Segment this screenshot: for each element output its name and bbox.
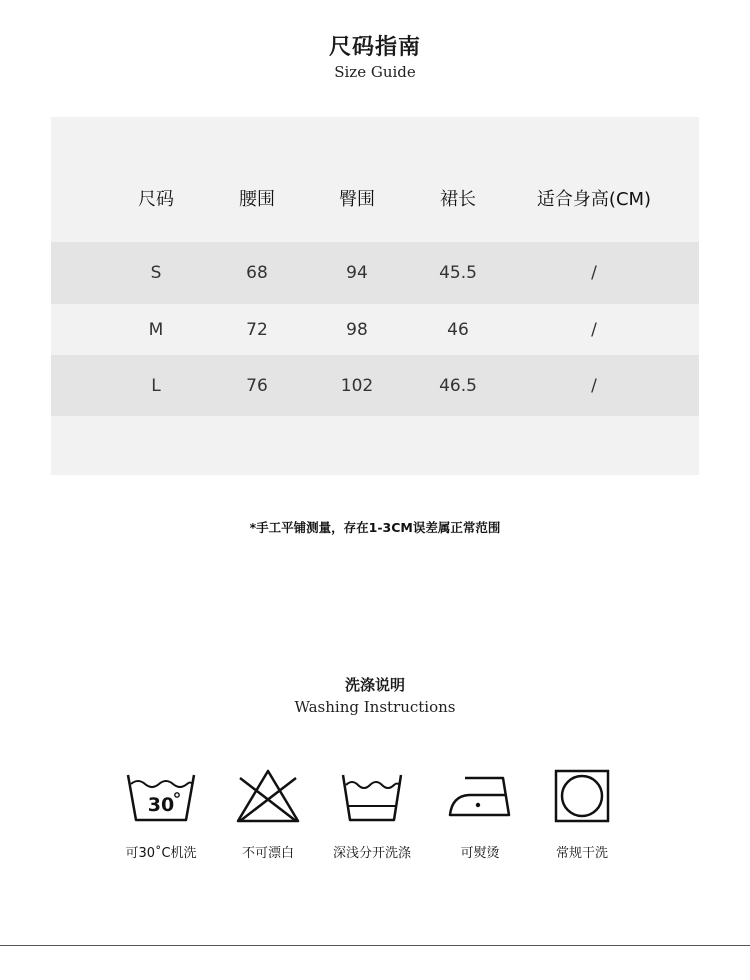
- size-table: [51, 117, 699, 475]
- wash-label: 不可漂白: [241, 846, 294, 861]
- table-cell: 46.5: [439, 375, 477, 396]
- table-cell: 94: [346, 263, 368, 283]
- wash-item: [425, 768, 535, 861]
- bottom-divider: [0, 945, 750, 946]
- washing-title: 洗涤说明: [344, 676, 405, 694]
- table-cell: M: [148, 319, 164, 340]
- washing-subtitle: Washing Instructions: [294, 698, 456, 716]
- table-row: [51, 242, 699, 304]
- tumble-dry-icon: [553, 768, 611, 824]
- table-cell: /: [591, 375, 597, 396]
- page-title: 尺码指南: [328, 35, 421, 60]
- wash-label: 深浅分开洗涤: [332, 846, 411, 861]
- wash-label: 可熨烫: [460, 846, 500, 861]
- wash-item: [213, 768, 323, 861]
- wash-item: [106, 768, 216, 861]
- table-header-cell: 适合身高(CM): [536, 189, 652, 210]
- table-cell: 72: [246, 319, 268, 340]
- wash-temperature: 30: [147, 794, 175, 816]
- table-row: [51, 355, 699, 416]
- wash-label: 可30˚C机洗: [125, 846, 197, 861]
- wash-separately-icon: [340, 768, 404, 824]
- page-subtitle: Size Guide: [334, 63, 416, 81]
- wash-item: [317, 768, 427, 861]
- table-header-cell: 臀围: [339, 189, 375, 210]
- table-cell: S: [150, 263, 162, 283]
- wash-label: 常规干洗: [555, 846, 608, 861]
- table-cell: 102: [340, 375, 374, 396]
- table-row: [51, 304, 699, 355]
- table-cell: 46: [447, 319, 469, 340]
- table-cell: /: [591, 319, 597, 340]
- table-header-cell: 腰围: [239, 189, 275, 210]
- table-cell: L: [151, 375, 161, 396]
- table-header-row: [51, 117, 699, 242]
- wash-item: [527, 768, 637, 861]
- table-cell: 98: [346, 319, 368, 340]
- table-cell: /: [591, 263, 597, 283]
- table-cell: 76: [246, 375, 268, 396]
- wash-30-icon: [125, 768, 197, 824]
- table-cell: 45.5: [439, 263, 477, 283]
- table-header-cell: 尺码: [138, 189, 174, 210]
- iron-icon: [447, 768, 513, 824]
- table-header-cell: 裙长: [440, 189, 476, 210]
- no-bleach-icon: [234, 768, 302, 824]
- table-cell: 68: [246, 263, 268, 283]
- measurement-note: *手工平铺测量，存在1-3CM误差属正常范围: [249, 520, 501, 535]
